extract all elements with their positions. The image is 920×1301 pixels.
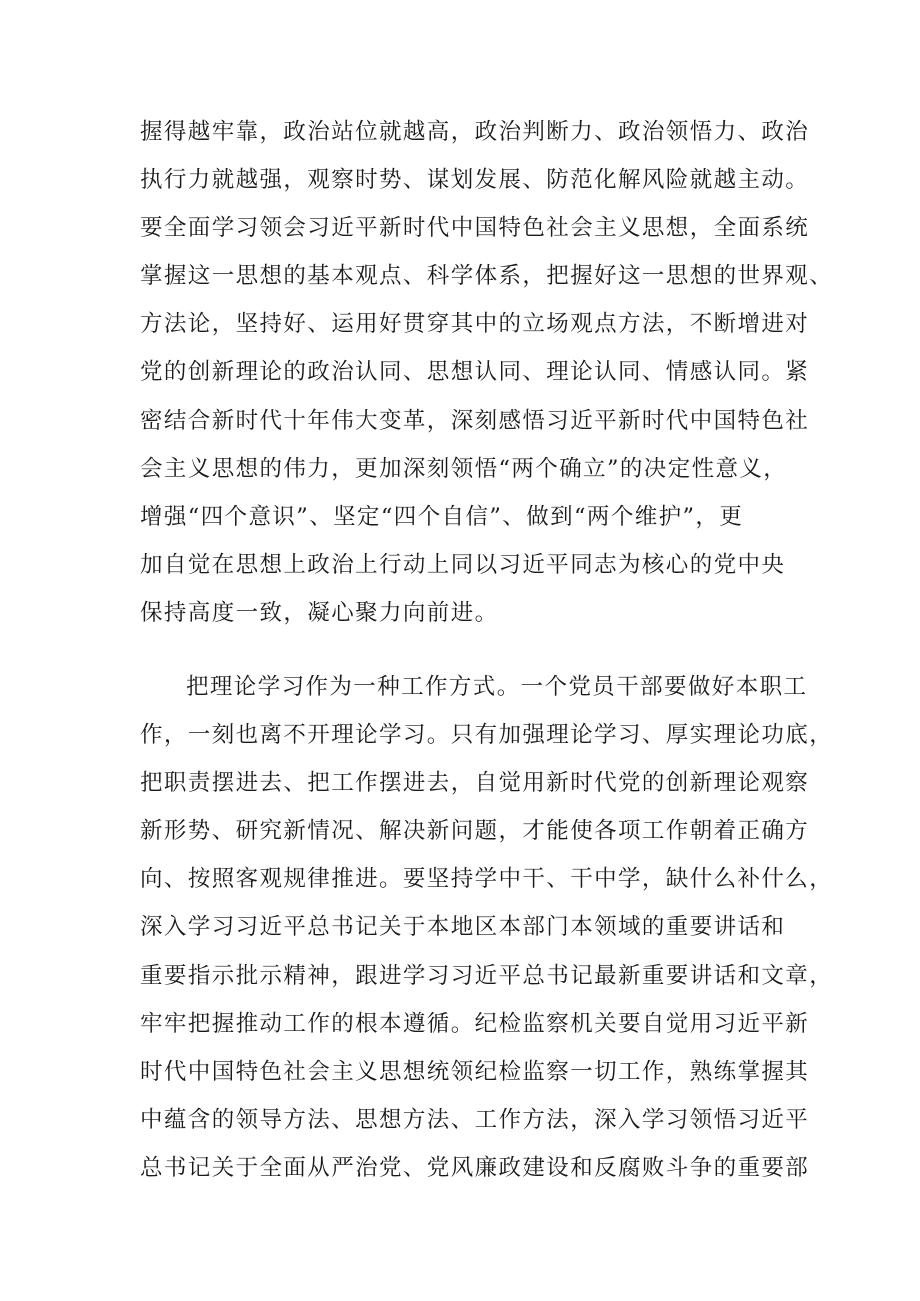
paragraph-line: 深入学习习近平总书记关于本地区本部门本领域的重要讲话和 [140,914,786,941]
paragraph-line: 加自觉在思想上政治上行动上同以习近平同志为核心的党中央 [140,551,786,578]
paragraph-line: 握得越牢靠，政治站位就越高，政治判断力、政治领悟力、政治 [140,119,810,145]
paragraph-line: 新形势、研究新情况、解决新问题，才能使各项工作朝着正确方 [140,818,810,845]
paragraph-line: 会主义思想的伟力，更加深刻领悟“两个确立”的决定性意义， [140,455,788,482]
paragraph-line: 执行力就越强，观察时势、谋划发展、防范化解风险就越主动。 [140,167,810,194]
paragraph-line: 党的创新理论的政治认同、思想认同、理论认同、情感认同。紧 [140,359,810,386]
paragraph-line: 保持高度一致，凝心聚力向前进。 [140,599,499,626]
paragraph-line: 增强“四个意识”、坚定“四个自信”、做到“两个维护”，更 [140,503,744,530]
paragraph-line: 作，一刻也离不开理论学习。只有加强理论学习、厚实理论功底， [140,722,834,749]
paragraph-1 [140,108,834,637]
paragraph-line: 要全面学习领会习近平新时代中国特色社会主义思想，全面系统 [140,215,810,242]
paragraph-line: 把理论学习作为一种工作方式。一个党员干部要做好本职工 [186,674,808,700]
paragraph-line: 重要指示批示精神，跟进学习习近平总书记最新重要讲话和文章， [140,962,834,989]
paragraph-line: 密结合新时代十年伟大变革，深刻感悟习近平新时代中国特色社 [140,407,810,434]
paragraph-line: 掌握这一思想的基本观点、科学体系，把握好这一思想的世界观、 [140,263,834,290]
paragraph-line: 总书记关于全面从严治党、党风廉政建设和反腐败斗争的重要部 [140,1154,810,1181]
paragraph-line: 方法论，坚持好、运用好贯穿其中的立场观点方法，不断增进对 [140,311,810,338]
paragraph-line: 牢牢把握推动工作的根本遵循。纪检监察机关要自觉用习近平新 [140,1010,810,1037]
paragraph-line: 时代中国特色社会主义思想统领纪检监察一切工作，熟练掌握其 [140,1058,810,1085]
paragraph-line: 把职责摆进去、把工作摆进去，自觉用新时代党的创新理论观察 [140,770,810,797]
paragraph-2 [140,663,834,1192]
paragraph-line: 中蕴含的领导方法、思想方法、工作方法，深入学习领悟习近平 [140,1106,810,1133]
paragraph-line: 向、按照客观规律推进。要坚持学中干、干中学，缺什么补什么， [140,866,834,893]
